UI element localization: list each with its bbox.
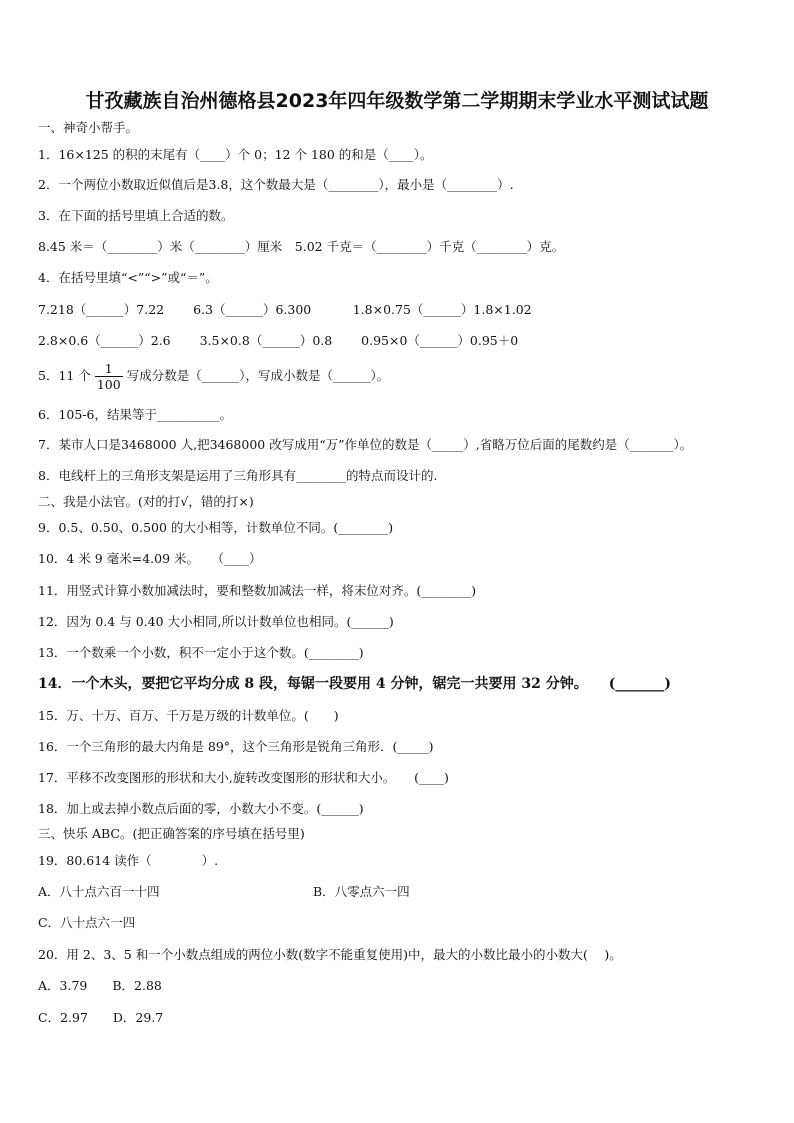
question-20: 20．用 2、3、5 和一个小数点组成的两位小数(数字不能重复使用)中，最大的小数比最小的小数大( )。 [38, 947, 622, 962]
question-10: 10．4 米 9 毫米=4.09 米。 （____） [38, 551, 262, 566]
question-20-options-ab: A．3.79 B．2.88 [38, 978, 162, 993]
question-13: 13．一个数乘一个小数，积不一定小于这个数。(________) [38, 645, 364, 660]
question-17: 17．平移不改变图形的形状和大小,旋转改变图形的形状和大小。 (____) [38, 770, 449, 785]
question-5 [38, 356, 389, 396]
question-4-row-2: 2.8×0.6（______）2.6 3.5×0.8（______）0.8 0.95×0（______）0.95＋0 [38, 333, 519, 348]
question-11: 11．用竖式计算小数加减法时，要和整数加减法一样，将末位对齐。(________) [38, 583, 477, 598]
question-8: 8．电线杆上的三角形支架是运用了三角形具有________的特点而设计的. [38, 468, 438, 483]
section-2-heading: 二、我是小法官。(对的打√，错的打×) [38, 494, 254, 509]
question-15: 15．万、十万、百万、千万是万级的计数单位。( ) [38, 708, 339, 723]
question-19-option-b: B．八零点六一四 [313, 884, 410, 899]
question-4: 4．在括号里填“<”“>”或“＝”。 [38, 270, 218, 285]
question-2: 2．一个两位小数取近似值后是3.8，这个数最大是（________），最小是（________）. [38, 177, 514, 192]
page-title: 甘孜藏族自治州德格县2023年四年级数学第二学期期末学业水平测试试题 [85, 90, 709, 112]
question-16: 16．一个三角形的最大内角是 89°，这个三角形是锐角三角形．(_____) [38, 739, 434, 754]
question-19-option-a: A．八十点六百一十四 [38, 884, 160, 899]
fraction [95, 361, 123, 392]
fraction-denominator: 100 [96, 377, 121, 392]
question-6: 6．105-6，结果等于__________。 [38, 407, 232, 422]
question-18: 18．加上或去掉小数点后面的零，小数大小不变。(______) [38, 801, 364, 816]
section-3-heading: 三、快乐 ABC。(把正确答案的序号填在括号里) [38, 826, 305, 841]
question-5-prefix: 5．11 个 [38, 368, 91, 383]
question-14: 14．一个木头，要把它平均分成 8 段，每锯一段要用 4 分钟，锯完一共要用 32 分钟。 (_______) [38, 676, 671, 692]
question-19-option-c: C．八十点六一四 [38, 915, 136, 930]
question-12: 12．因为 0.4 与 0.40 大小相同,所以计数单位也相同。(______) [38, 614, 394, 629]
question-9: 9．0.5、0.50、0.500 的大小相等，计数单位不同。(________) [38, 520, 394, 535]
question-19: 19．80.614 读作（ ）. [38, 853, 219, 868]
question-1: 1．16×125 的积的末尾有（____）个 0；12 个 180 的和是（____）。 [38, 147, 433, 162]
question-20-options-cd: C．2.97 D．29.7 [38, 1010, 164, 1025]
question-4-row-1: 7.218（______）7.22 6.3（______）6.300 1.8×0.75（______）1.8×1.02 [38, 302, 532, 317]
question-7: 7．某市人口是3468000 人,把3468000 改写成用“万”作单位的数是（_____）,省略万位后面的尾数约是（_______）。 [38, 437, 693, 452]
question-5-text: 写成分数是（______），写成小数是（______）。 [126, 368, 390, 383]
question-3: 3．在下面的括号里填上合适的数。 [38, 208, 234, 223]
section-1-heading: 一、神奇小帮手。 [38, 120, 139, 135]
fraction-numerator: 1 [95, 361, 123, 377]
question-3-items: 8.45 米＝（________）米（________）厘米 5.02 千克＝（________）千克（________）克。 [38, 239, 565, 254]
